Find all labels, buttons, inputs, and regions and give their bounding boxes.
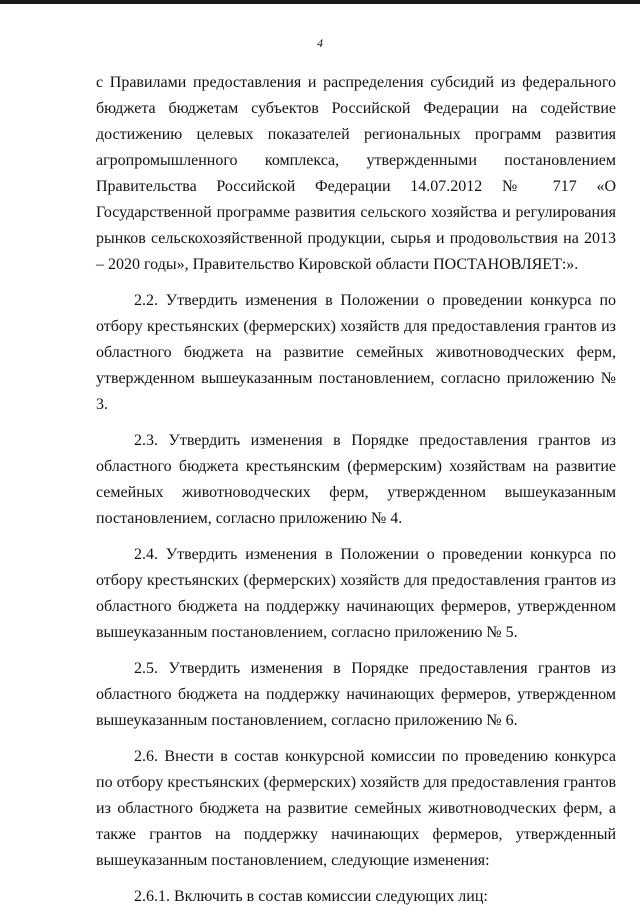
- paragraph-2-6: 2.6. Внести в состав конкурсной комиссии по проведению конкурса по отбору крестьянских (фермерских) хозяйств для предоставления грантов из областного бюджета на развитие семейных животноводческих ферм, а также грантов на поддержку начинающих фермеров, утвержденный вышеуказанным постановлением, следующие изменения:: [96, 748, 616, 869]
- document-body: [96, 70, 616, 910]
- paragraph-2-3: 2.3. Утвердить изменения в Порядке предоставления грантов из областного бюджета крестьянским (фермерским) хозяйствам на развитие семейных животноводческих ферм, утвержденном вышеуказанным постановлением, согласно приложению № 4.: [96, 432, 616, 527]
- top-scan-border: [0, 0, 640, 4]
- page-number: 4: [317, 36, 323, 50]
- paragraph-continuation: с Правилами предоставления и распределения субсидий из федерального бюджета бюджетам субъектов Российской Федерации на содействие достижению целевых показателей региональных программ развития агропромышленного комплекса, утвержденными постановлением Правительства Российской Федерации 14.07.2012 № 717 «О Государственной программе развития сельского хозяйства и регулирования рынков сельскохозяйственной продукции, сырья и продовольствия на 2013 – 2020 годы», Правительство Кировской области ПОСТАНОВЛЯЕТ:».: [96, 74, 616, 273]
- paragraph-2-6-1: 2.6.1. Включить в состав комиссии следующих лиц:: [134, 888, 488, 905]
- paragraph-2-2: 2.2. Утвердить изменения в Положении о проведении конкурса по отбору крестьянских (фермерских) хозяйств для предоставления грантов из областного бюджета на развитие семейных животноводческих ферм, утвержденном вышеуказанным постановлением, согласно приложению № 3.: [96, 292, 616, 413]
- paragraph-2-5: 2.5. Утвердить изменения в Порядке предоставления грантов из областного бюджета на поддержку начинающих фермеров, утвержденном вышеуказанным постановлением, согласно приложению № 6.: [96, 660, 616, 729]
- paragraph-2-4: 2.4. Утвердить изменения в Положении о проведении конкурса по отбору крестьянских (фермерских) хозяйств для предоставления грантов из областного бюджета на поддержку начинающих фермеров, утвержденном вышеуказанным постановлением, согласно приложению № 5.: [96, 546, 616, 641]
